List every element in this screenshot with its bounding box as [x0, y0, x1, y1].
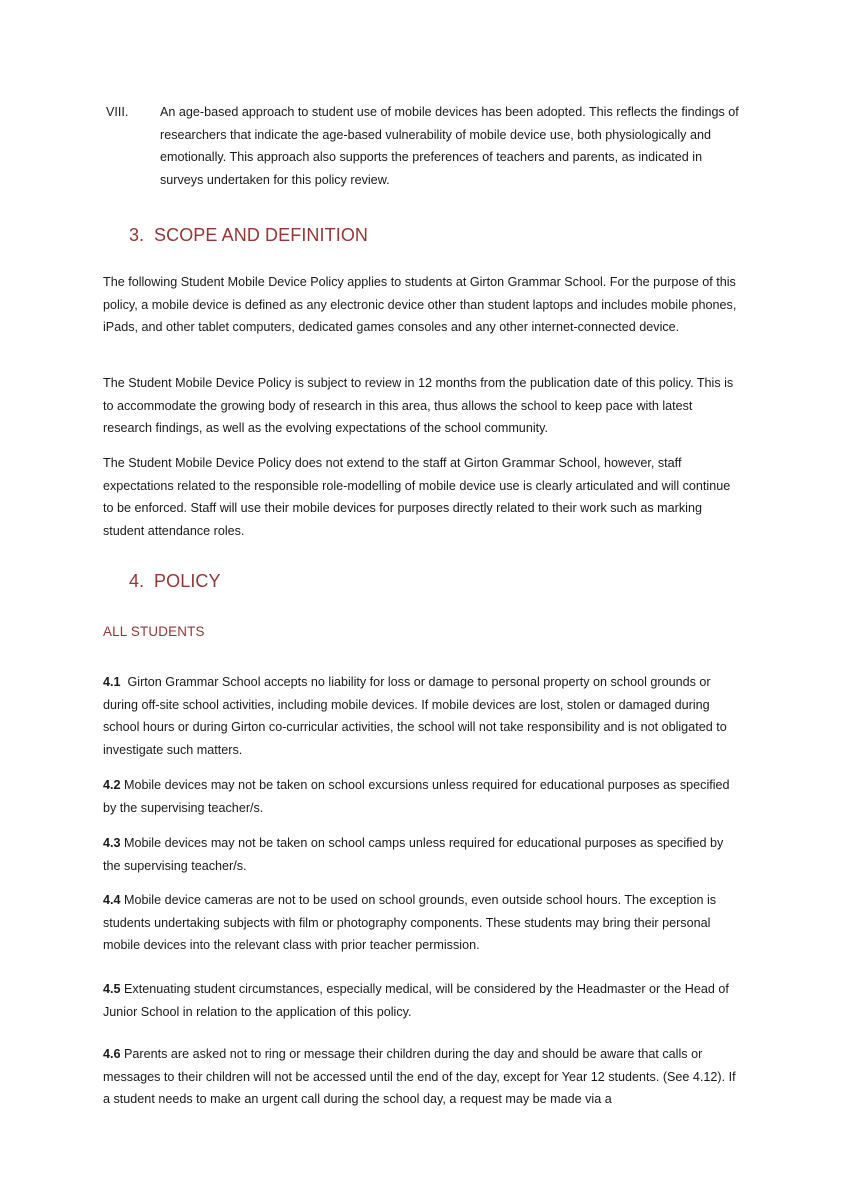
roman-list-item — [106, 101, 746, 191]
policy-item-text: Mobile device cameras are not to be used on school grounds, even outside school hours. The exception is students undertaking subjects with film or photography components. These students may bring their personal mobile devices into the relevant class with prior teacher permission. — [103, 893, 717, 952]
section-4-heading — [129, 569, 221, 593]
policy-item-text: Parents are asked not to ring or message their children during the day and should be aware that calls or messages to their children will not be accessed until the end of the day, except for Year 12 students. (See 4.12). If a student needs to make an urgent call during the school day, a request may be made via a — [103, 1047, 736, 1106]
roman-numeral: VIII. — [106, 105, 129, 119]
policy-item-text: Mobile devices may not be taken on school camps unless required for educational purposes as specified by the supervising teacher/s. — [103, 836, 724, 873]
policy-item-text: Extenuating student circumstances, especially medical, will be considered by the Headmaster or the Head of Junior School in relation to the application of this policy. — [103, 982, 729, 1019]
scope-paragraph-1: The following Student Mobile Device Policy applies to students at Girton Grammar School. For the purpose of this policy, a mobile device is defined as any electronic device other than student laptops and includes mobile phones, iPads, and other tablet computers, dedicated games consoles and any other internet-connected device. — [103, 275, 737, 334]
policy-item-4-4 — [103, 889, 743, 957]
section-3-heading — [129, 223, 368, 247]
policy-item-4-6 — [103, 1043, 743, 1111]
section-4-title: POLICY — [154, 571, 221, 591]
policy-item-number: 4.4 — [103, 893, 121, 907]
scope-paragraph-3: The Student Mobile Device Policy does not extend to the staff at Girton Grammar School, however, staff expectations related to the responsible role-modelling of mobile device use is clearly articulated and will continue to be enforced. Staff will use their mobile devices for purposes directly related to their work such as marking student attendance roles. — [103, 456, 731, 538]
section-3-number: 3. — [129, 225, 145, 245]
policy-item-4-3 — [103, 832, 743, 877]
policy-item-4-1 — [103, 671, 743, 761]
roman-item-text: An age-based approach to student use of mobile devices has been adopted. This reflects the findings of researchers that indicate the age-based vulnerability of mobile device use, both physiologically and emotionally. This approach also supports the preferences of teachers and parents, as indicated in surveys undertaken for this policy review. — [160, 105, 739, 187]
all-students-subheading: ALL STUDENTS — [103, 624, 205, 639]
policy-item-number: 4.1 — [103, 675, 121, 689]
scope-paragraph-2: The Student Mobile Device Policy is subject to review in 12 months from the publication date of this policy. This is to accommodate the growing body of research in this area, thus allows the school to keep pace with latest research findings, as well as the evolving expectations of the school community. — [103, 376, 734, 435]
policy-item-number: 4.2 — [103, 778, 121, 792]
policy-item-number: 4.3 — [103, 836, 121, 850]
policy-item-text: Mobile devices may not be taken on school excursions unless required for educational purposes as specified by the supervising teacher/s. — [103, 778, 730, 815]
policy-item-4-5 — [103, 978, 743, 1023]
section-3-title: SCOPE AND DEFINITION — [154, 225, 369, 245]
policy-item-number: 4.6 — [103, 1047, 121, 1061]
policy-item-text: Girton Grammar School accepts no liability for loss or damage to personal property on school grounds or during off-site school activities, including mobile devices. If mobile devices are lost, stolen or damaged during school hours or during Girton co-curricular activities, the school will not take responsibility and is not obligated to investigate such matters. — [103, 675, 727, 757]
policy-item-number: 4.5 — [103, 982, 121, 996]
policy-item-4-2 — [103, 774, 743, 819]
section-4-number: 4. — [129, 571, 145, 591]
